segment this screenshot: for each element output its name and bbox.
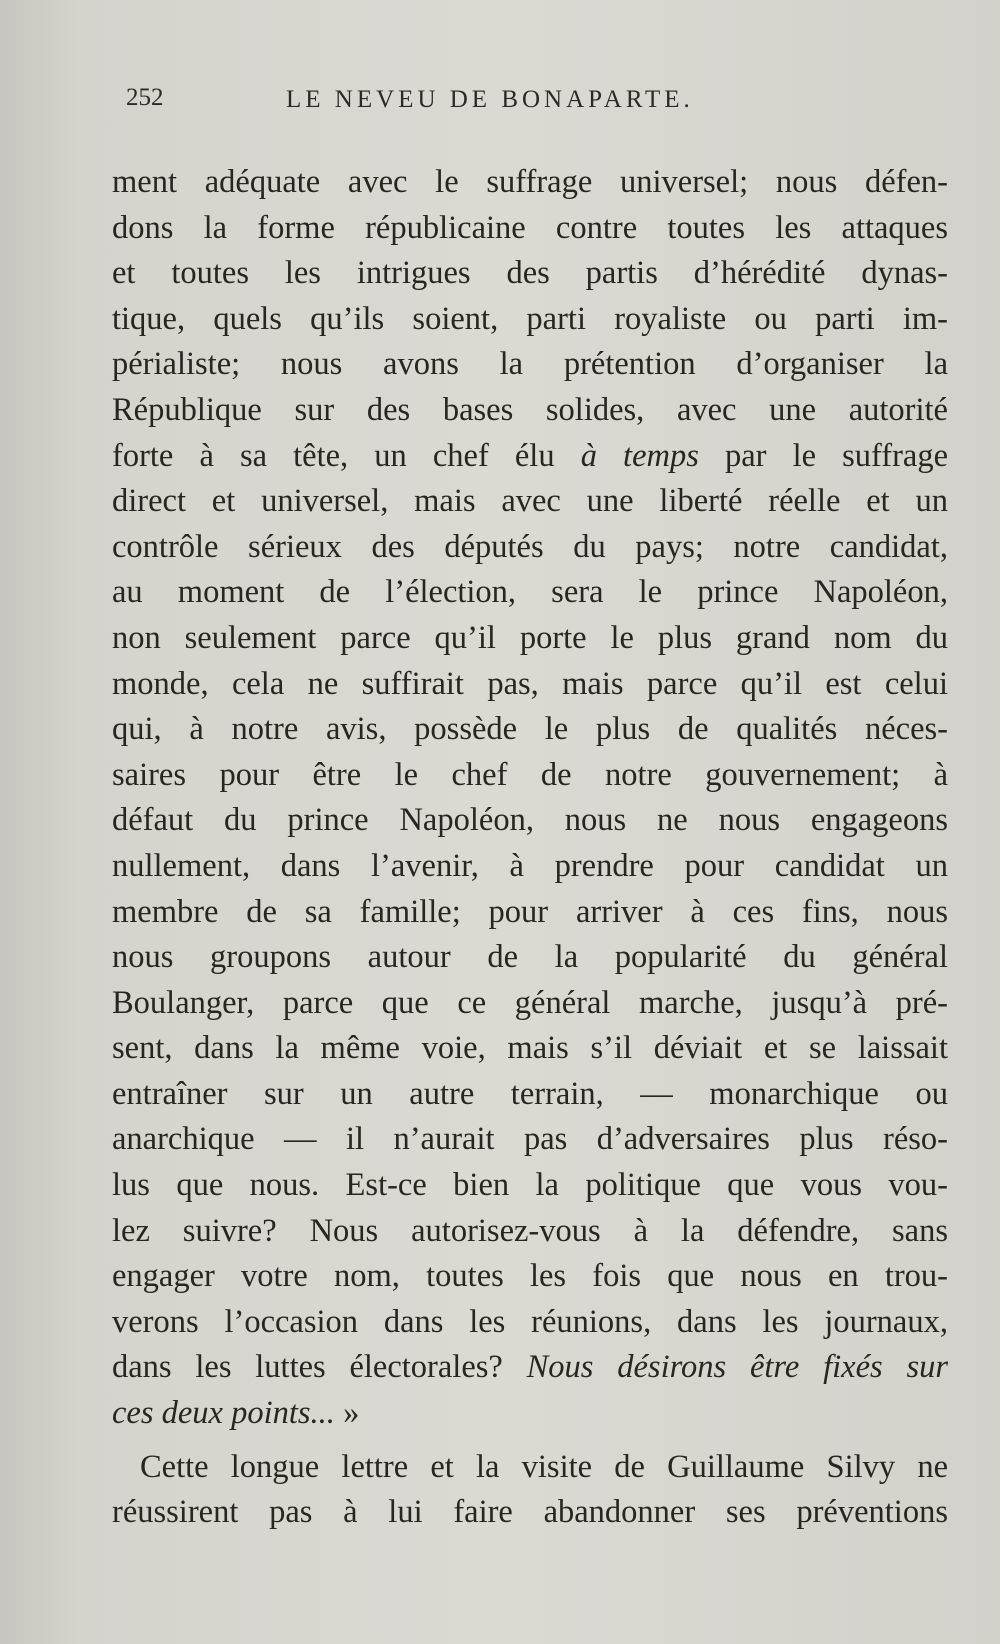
page-number: 252	[126, 84, 164, 111]
text-line: République sur des bases solides, avec une autorité	[112, 391, 948, 428]
text-line: verons l’occasion dans les réunions, dans les journaux,	[112, 1303, 948, 1340]
running-head	[126, 84, 938, 124]
text-line: lus que nous. Est-ce bien la politique que vous vou-	[112, 1167, 948, 1204]
text-line: entraîner sur un autre terrain, — monarchique ou	[112, 1075, 948, 1112]
text-line: nullement, dans l’avenir, à prendre pour candidat un	[112, 847, 948, 884]
paragraph-2	[112, 1445, 948, 1536]
text-line: au moment de l’élection, sera le prince Napoléon,	[112, 574, 948, 611]
closing-quote: »	[343, 1395, 360, 1432]
text-line: sent, dans la même voie, mais s’il déviait et se laissait	[112, 1030, 948, 1067]
text-line: périaliste; nous avons la prétention d’organiser la	[112, 346, 948, 383]
text-line: tique, quels qu’ils soient, parti royaliste ou parti im-	[112, 300, 948, 337]
text-line: Cette longue lettre et la visite de Guillaume Silvy ne	[140, 1448, 948, 1485]
text-line	[112, 1391, 948, 1437]
paragraph-1	[112, 160, 948, 1437]
text-line: dons la forme républicaine contre toutes les attaques	[112, 209, 948, 246]
text-line: direct et universel, mais avec une liberté réelle et un	[112, 483, 948, 520]
italic-phrase: Nous désirons être fixés sur	[526, 1349, 948, 1386]
text-line: qui, à notre avis, possède le plus de qualités néces-	[112, 711, 948, 748]
text-line	[112, 1345, 948, 1391]
text-line: et toutes les intrigues des partis d’hérédité dynas-	[112, 255, 948, 292]
text-line: saires pour être le chef de notre gouvernement; à	[112, 756, 948, 793]
text-line	[112, 434, 948, 480]
text-line: engager votre nom, toutes les fois que nous en trou-	[112, 1258, 948, 1295]
italic-phrase: ces deux points...	[112, 1395, 335, 1432]
text-line: défaut du prince Napoléon, nous ne nous engageons	[112, 802, 948, 839]
text-line: Boulanger, parce que ce général marche, jusqu’à pré-	[112, 984, 948, 1021]
text-line: contrôle sérieux des députés du pays; notre candidat,	[112, 528, 948, 565]
italic-phrase: à temps	[580, 437, 699, 474]
text-line: anarchique — il n’aurait pas d’adversaires plus réso-	[112, 1121, 948, 1158]
text-line: nous groupons autour de la popularité du général	[112, 939, 948, 976]
text-line: lez suivre? Nous autorisez-vous à la défendre, sans	[112, 1212, 948, 1249]
text-line: réussirent pas à lui faire abandonner ses préventions	[112, 1494, 948, 1531]
text-segment: forte à sa tête, un chef élu	[112, 437, 555, 474]
text-line: membre de sa famille; pour arriver à ces fins, nous	[112, 893, 948, 930]
text-line: monde, cela ne suffirait pas, mais parce qu’il est celui	[112, 665, 948, 702]
text-line: ment adéquate avec le suffrage universel; nous défen-	[112, 164, 948, 200]
text-segment: dans les luttes électorales?	[112, 1349, 503, 1386]
body-text	[112, 160, 948, 1536]
running-title: LE NEVEU DE BONAPARTE.	[286, 86, 694, 113]
text-segment: par le suffrage	[724, 437, 948, 474]
text-line: non seulement parce qu’il porte le plus grand nom du	[112, 619, 948, 656]
